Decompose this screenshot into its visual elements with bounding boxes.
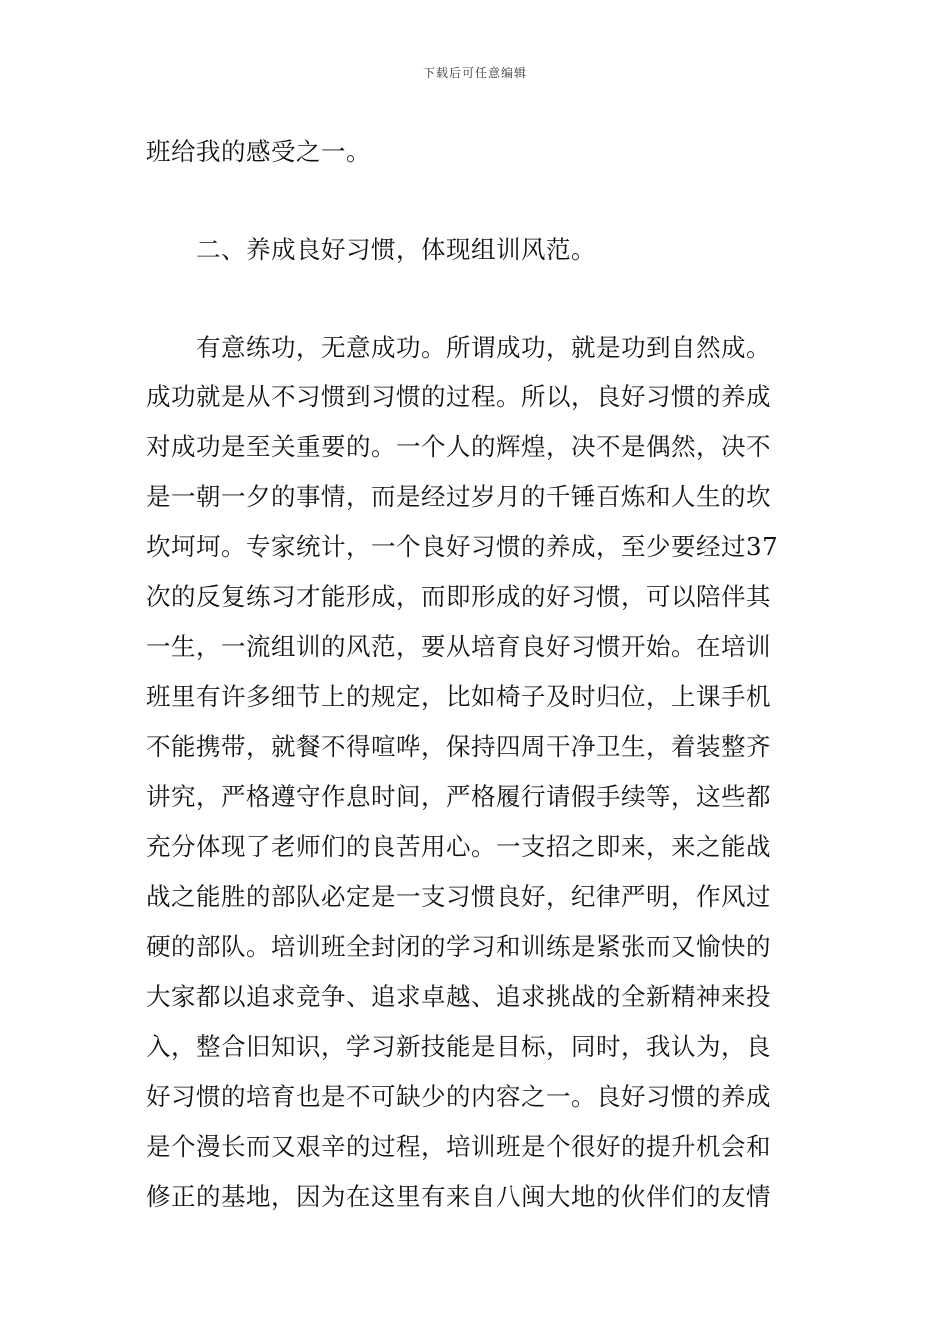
- paragraph-line: 班里有许多细节上的规定，比如椅子及时归位，上课手机: [146, 682, 771, 711]
- paragraph-line: 讲究，严格遵守作息时间，严格履行请假手续等，这些都: [146, 782, 771, 811]
- section-heading: 二、养成良好习惯，体现组训风范。: [196, 235, 596, 264]
- paragraph-line: 不能携带，就餐不得喧哗，保持四周干净卫生，着装整齐: [146, 732, 771, 761]
- paragraph-line: 次的反复练习才能形成，而即形成的好习惯，可以陪伴其: [146, 582, 771, 611]
- paragraph-line: 战之能胜的部队必定是一支习惯良好，纪律严明，作风过: [146, 882, 771, 911]
- paragraph-line: 充分体现了老师们的良苦用心。一支招之即来，来之能战: [146, 832, 771, 861]
- paragraph-line: 好习惯的培育也是不可缺少的内容之一。良好习惯的养成: [146, 1082, 771, 1111]
- paragraph-line: 一生，一流组训的风范，要从培育良好习惯开始。在培训: [146, 632, 771, 661]
- paragraph-line: 对成功是至关重要的。一个人的辉煌，决不是偶然，决不: [146, 432, 771, 461]
- paragraph-line: 班给我的感受之一。: [146, 137, 371, 166]
- paragraph-line: 成功就是从不习惯到习惯的过程。所以，良好习惯的养成: [146, 382, 771, 411]
- paragraph-line: 入，整合旧知识，学习新技能是目标，同时，我认为，良: [146, 1032, 771, 1061]
- page-header: 下载后可任意编辑: [422, 66, 527, 80]
- paragraph-line: 大家都以追求竞争、追求卓越、追求挑战的全新精神来投: [146, 982, 771, 1011]
- paragraph-line: 坎坷坷。专家统计，一个良好习惯的养成，至少要经过37: [146, 532, 779, 561]
- paragraph-line: 有意练功，无意成功。所谓成功，就是功到自然成。: [196, 333, 771, 362]
- paragraph-line: 修正的基地，因为在这里有来自八闽大地的伙伴们的友情: [146, 1182, 771, 1211]
- paragraph-line: 硬的部队。培训班全封闭的学习和训练是紧张而又愉快的: [146, 932, 771, 961]
- paragraph-line: 是一朝一夕的事情，而是经过岁月的千锤百炼和人生的坎: [146, 482, 771, 511]
- paragraph-line: 是个漫长而又艰辛的过程，培训班是个很好的提升机会和: [146, 1132, 771, 1161]
